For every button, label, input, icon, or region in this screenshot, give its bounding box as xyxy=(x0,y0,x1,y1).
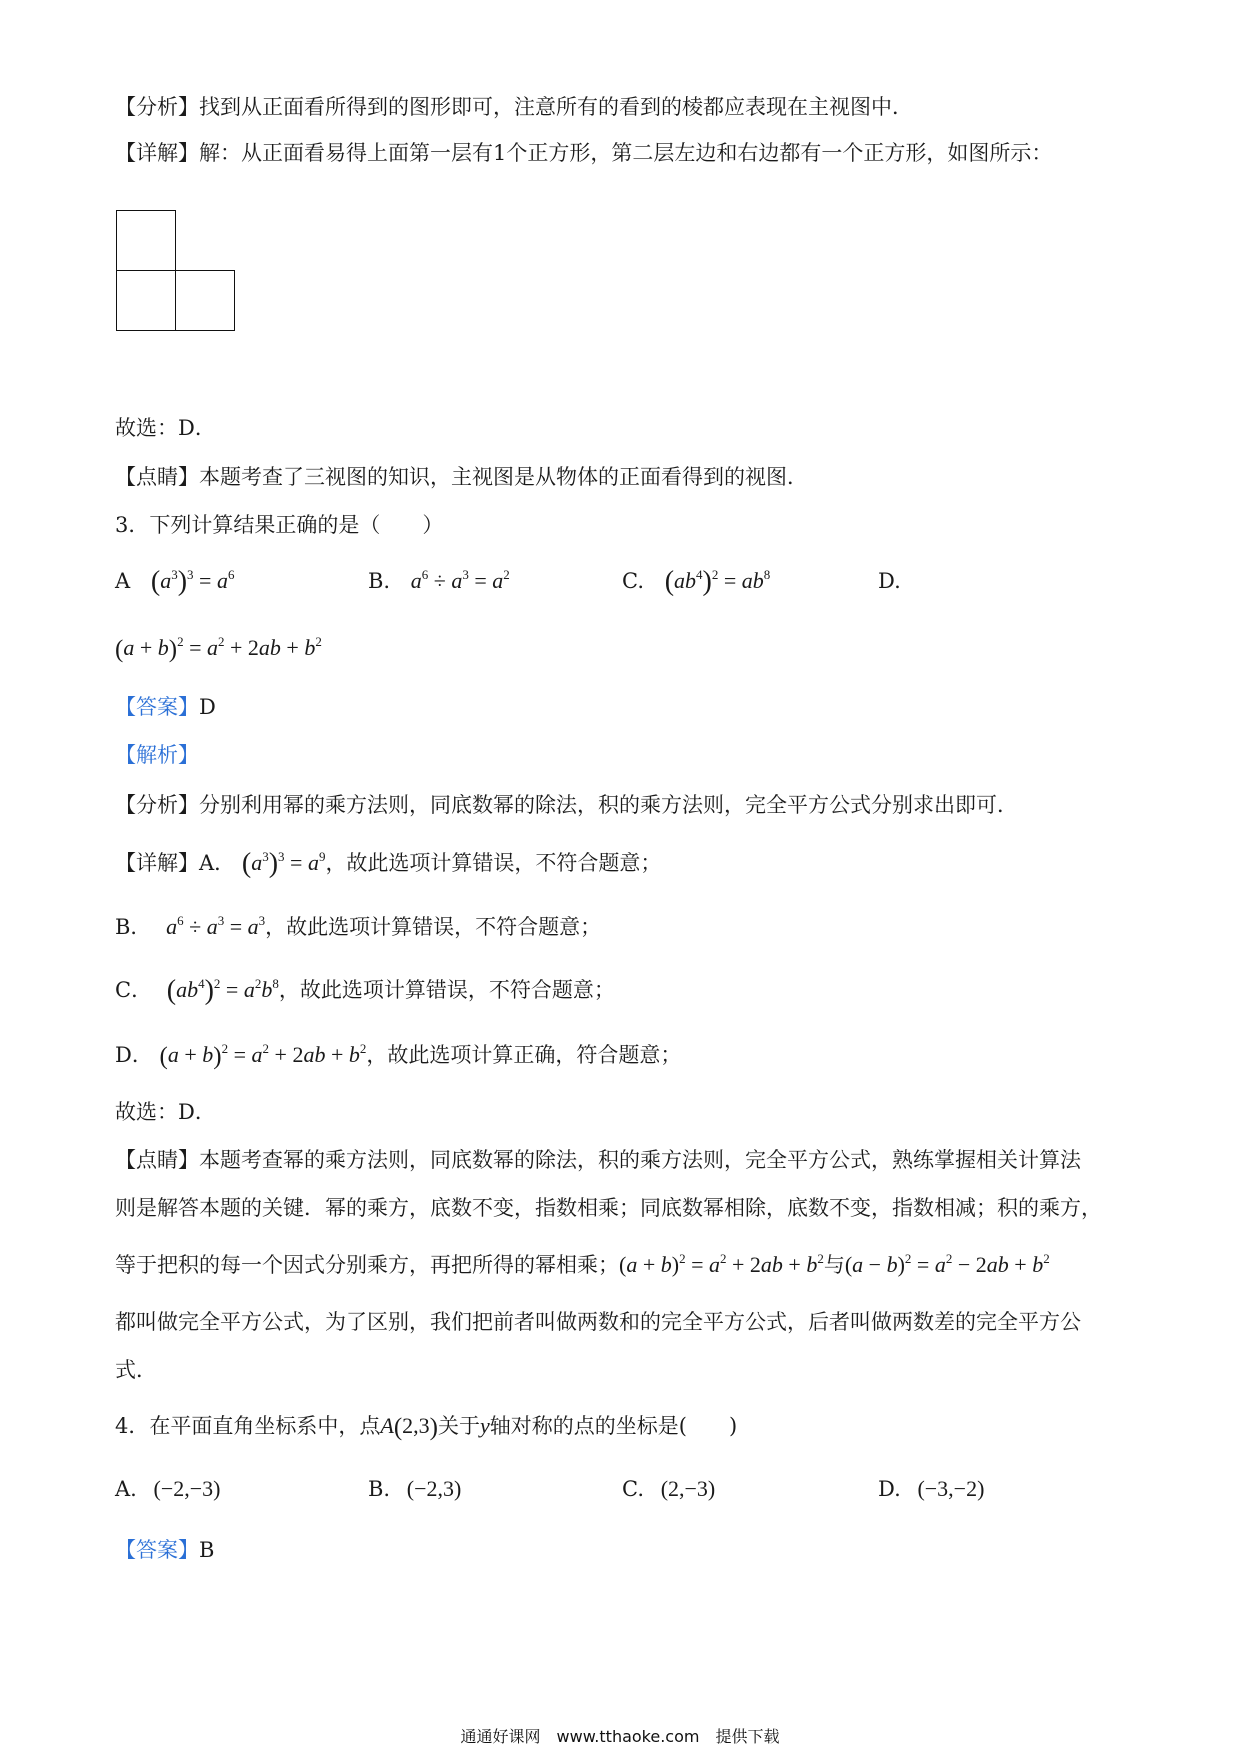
q4-option-b: B. (−2,3) xyxy=(368,1476,462,1501)
page-footer: 通通好课网 www.tthaoke.com 提供下载 xyxy=(460,1727,780,1746)
q3-detail-c: C． $(ab^4)^2 = a^2b^8$，故此选项计算错误，不符合题意； xyxy=(115,975,615,1006)
square-bottom-right xyxy=(175,270,235,331)
q3-choice: 故选：D． xyxy=(115,1100,216,1124)
q3-stem: 3．下列计算结果正确的是（ ） xyxy=(115,513,444,537)
q3-detail-d: D． $(a + b)^2 = a^2 + 2ab + b^2$，故此选项计算正确，符合题意； xyxy=(115,1041,682,1070)
q2-comment: 【点睛】本题考查了三视图的知识，主视图是从物体的正面看得到的视图． xyxy=(115,465,808,489)
q3-option-d: D. xyxy=(878,569,901,593)
q3-detail-b: B． $a^6 \div a^3 = a^3$，故此选项计算错误，不符合题意； xyxy=(115,913,602,939)
q4-option-a: A. (−2,−3) xyxy=(115,1476,221,1501)
q3-comment-line5: 式． xyxy=(115,1358,157,1382)
q3-option-d-formula: $(a + b)^2 = a^2 + 2ab + b^2$ xyxy=(115,634,322,663)
q2-analysis: 【分析】找到从正面看所得到的图形即可，注意所有的看到的棱都应表现在主视图中． xyxy=(115,95,913,119)
q4-option-c: C. (2,−3) xyxy=(622,1476,716,1501)
q3-answer: 【答案】D xyxy=(115,695,216,719)
q2-choice: 故选：D． xyxy=(115,416,216,440)
q3-detail-a: 【详解】A． $(a^3)^3 = a^9$，故此选项计算错误，不符合题意； xyxy=(115,848,662,879)
q3-option-a: A $(a^3)^3 = a^6$ xyxy=(115,566,235,597)
square-bottom-left xyxy=(116,270,176,331)
q3-option-c: C. $(ab^4)^2 = ab^8$ xyxy=(622,566,771,597)
q3-analysis: 【分析】分别利用幂的乘方法则，同底数幂的除法，积的乘方法则，完全平方公式分别求出即可． xyxy=(115,793,1018,817)
q4-stem: 4．在平面直角坐标系中，点A(2,3)关于y轴对称的点的坐标是( ) xyxy=(115,1413,738,1441)
q3-jiexi: 【解析】 xyxy=(115,743,199,767)
q3-option-b: B. $a^6 \div a^3 = a^2$ xyxy=(368,567,510,593)
q4-option-d: D. (−3,−2) xyxy=(878,1476,985,1501)
q4-answer: 【答案】B xyxy=(115,1538,215,1562)
q3-comment-line1: 【点睛】本题考查幂的乘方法则，同底数幂的除法，积的乘方法则，完全平方公式，熟练掌握相关计算法 xyxy=(115,1148,1081,1172)
q2-detail: 【详解】解：从正面看易得上面第一层有1个正方形，第二层左边和右边都有一个正方形，如图所示： xyxy=(115,141,1053,165)
q3-comment-line2: 则是解答本题的关键．幂的乘方，底数不变，指数相乘；同底数幂相除，底数不变，指数相减；积的乘方， xyxy=(115,1196,1102,1220)
square-top xyxy=(116,210,176,271)
q3-comment-line4: 都叫做完全平方公式，为了区别，我们把前者叫做两数和的完全平方公式，后者叫做两数差的完全平方公 xyxy=(115,1310,1081,1334)
q3-comment-line3: 等于把积的每一个因式分别乘方，再把所得的幂相乘；$(a + b)^2 = a^2 + 2ab + b^2$与$(a - b)^2 = a^2 - 2ab + b^2$ xyxy=(115,1251,1050,1277)
